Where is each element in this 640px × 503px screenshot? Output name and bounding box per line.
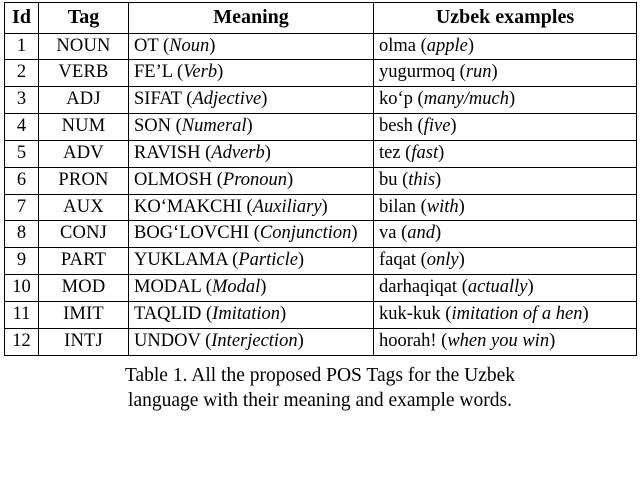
meaning-gloss: Pronoun xyxy=(222,169,287,190)
table-row xyxy=(5,328,637,355)
cell-meaning xyxy=(129,87,374,114)
example-gloss: and xyxy=(407,223,435,244)
example-text: olma ( xyxy=(379,35,427,56)
cell-meaning xyxy=(129,248,374,275)
table-row xyxy=(5,140,637,167)
table-row xyxy=(5,301,637,328)
table-row xyxy=(5,60,637,87)
cell-tag: ADV xyxy=(39,140,129,167)
cell-example xyxy=(374,33,637,60)
example-tail: ) xyxy=(467,35,475,56)
example-gloss: imitation of a hen xyxy=(451,303,583,324)
meaning-tail: ) xyxy=(264,142,271,163)
cell-id: 7 xyxy=(5,194,39,221)
meaning-tail: ) xyxy=(217,62,224,83)
meaning-gloss: Auxiliary xyxy=(252,196,322,217)
cell-meaning xyxy=(129,301,374,328)
cell-example xyxy=(374,167,637,194)
cell-id: 10 xyxy=(5,275,39,302)
cell-meaning xyxy=(129,33,374,60)
meaning-text: RAVISH ( xyxy=(134,142,212,163)
example-text: kuk-kuk ( xyxy=(379,303,452,324)
cell-tag: VERB xyxy=(39,60,129,87)
example-tail: ) xyxy=(458,250,465,271)
example-gloss: many/much xyxy=(423,89,509,110)
meaning-tail: ) xyxy=(261,89,268,110)
table-row xyxy=(5,221,637,248)
cell-tag: NUM xyxy=(39,114,129,141)
cell-example xyxy=(374,87,637,114)
table-row xyxy=(5,87,637,114)
cell-id: 3 xyxy=(5,87,39,114)
cell-id: 4 xyxy=(5,114,39,141)
example-tail: ) xyxy=(438,142,445,163)
example-tail: ) xyxy=(509,89,516,110)
meaning-text: TAQLID ( xyxy=(134,303,213,324)
example-tail: ) xyxy=(582,303,589,324)
cell-example xyxy=(374,301,637,328)
caption-line-2: language with their meaning and example words. xyxy=(128,390,512,412)
meaning-gloss: Noun xyxy=(169,35,210,56)
example-text: darhaqiqat ( xyxy=(379,277,468,298)
example-gloss: only xyxy=(426,250,459,271)
meaning-text: BOG‘LOVCHI ( xyxy=(134,223,260,244)
cell-meaning xyxy=(129,114,374,141)
caption-line-1: Table 1. All the proposed POS Tags for the Uzbek xyxy=(124,364,516,386)
table-row xyxy=(5,194,637,221)
cell-id: 5 xyxy=(5,140,39,167)
meaning-tail: ) xyxy=(351,223,358,244)
table-caption xyxy=(20,363,620,414)
meaning-gloss: Adjective xyxy=(192,89,262,110)
cell-tag: PART xyxy=(39,248,129,275)
example-tail: ) xyxy=(549,330,556,351)
table-row xyxy=(5,275,637,302)
example-text: ko‘p ( xyxy=(379,89,424,110)
cell-id: 11 xyxy=(5,301,39,328)
example-gloss: with xyxy=(426,196,459,217)
example-text: bilan ( xyxy=(379,196,427,217)
example-tail: ) xyxy=(458,196,465,217)
table-row xyxy=(5,114,637,141)
cell-tag: NOUN xyxy=(39,33,129,60)
meaning-text: KO‘MAKCHI ( xyxy=(134,196,253,217)
table-header-row xyxy=(5,3,637,34)
example-gloss: run xyxy=(465,62,492,83)
meaning-tail: ) xyxy=(209,35,216,56)
cell-example xyxy=(374,194,637,221)
cell-tag: MOD xyxy=(39,275,129,302)
cell-id: 9 xyxy=(5,248,39,275)
meaning-tail: ) xyxy=(321,196,328,217)
example-text: bu ( xyxy=(379,169,409,190)
column-header-meaning: Meaning xyxy=(129,3,374,34)
example-text: tez ( xyxy=(379,142,412,163)
meaning-tail: ) xyxy=(297,250,305,271)
meaning-tail: ) xyxy=(286,169,294,190)
example-gloss: five xyxy=(423,116,451,137)
cell-id: 8 xyxy=(5,221,39,248)
meaning-text: YUKLAMA ( xyxy=(134,250,239,271)
cell-meaning xyxy=(129,275,374,302)
example-gloss: actually xyxy=(467,277,528,298)
meaning-gloss: Particle xyxy=(238,250,298,271)
table-row xyxy=(5,167,637,194)
meaning-text: FE’L ( xyxy=(134,62,184,83)
table-header xyxy=(5,3,637,34)
cell-tag: PRON xyxy=(39,167,129,194)
cell-example xyxy=(374,248,637,275)
meaning-gloss: Interjection xyxy=(211,330,298,351)
document-page xyxy=(0,2,640,503)
example-gloss: this xyxy=(408,169,436,190)
example-gloss: apple xyxy=(426,35,468,56)
meaning-text: SON ( xyxy=(134,116,182,137)
column-header-tag: Tag xyxy=(39,3,129,34)
cell-example xyxy=(374,114,637,141)
cell-meaning xyxy=(129,328,374,355)
meaning-gloss: Numeral xyxy=(181,116,247,137)
meaning-text: SIFAT ( xyxy=(134,89,193,110)
cell-id: 2 xyxy=(5,60,39,87)
meaning-gloss: Adverb xyxy=(211,142,265,163)
example-text: besh ( xyxy=(379,116,424,137)
table-row xyxy=(5,33,637,60)
cell-id: 12 xyxy=(5,328,39,355)
meaning-text: OLMOSH ( xyxy=(134,169,223,190)
example-tail: ) xyxy=(527,277,534,298)
cell-example xyxy=(374,140,637,167)
example-text: va ( xyxy=(379,223,408,244)
cell-example xyxy=(374,275,637,302)
meaning-tail: ) xyxy=(297,330,304,351)
example-gloss: fast xyxy=(411,142,439,163)
example-gloss: when you win xyxy=(447,330,550,351)
example-text: hoorah! ( xyxy=(379,330,448,351)
meaning-text: UNDOV ( xyxy=(134,330,212,351)
meaning-text: OT ( xyxy=(134,35,170,56)
column-header-uzbek-examples: Uzbek examples xyxy=(374,3,637,34)
example-tail: ) xyxy=(435,223,442,244)
pos-tags-table xyxy=(4,2,637,356)
column-header-id: Id xyxy=(5,3,39,34)
meaning-tail: ) xyxy=(260,277,267,298)
meaning-tail: ) xyxy=(280,303,287,324)
cell-tag: ADJ xyxy=(39,87,129,114)
meaning-gloss: Verb xyxy=(183,62,218,83)
table-row xyxy=(5,248,637,275)
example-tail: ) xyxy=(435,169,442,190)
meaning-gloss: Conjunction xyxy=(259,223,352,244)
meaning-gloss: Modal xyxy=(211,277,261,298)
cell-example xyxy=(374,328,637,355)
cell-tag: INTJ xyxy=(39,328,129,355)
cell-tag: AUX xyxy=(39,194,129,221)
cell-meaning xyxy=(129,167,374,194)
example-tail: ) xyxy=(450,116,457,137)
cell-example xyxy=(374,221,637,248)
table-body xyxy=(5,33,637,355)
example-tail: ) xyxy=(491,62,498,83)
meaning-tail: ) xyxy=(246,116,253,137)
cell-meaning xyxy=(129,221,374,248)
cell-meaning xyxy=(129,60,374,87)
cell-id: 1 xyxy=(5,33,39,60)
cell-tag: IMIT xyxy=(39,301,129,328)
cell-id: 6 xyxy=(5,167,39,194)
cell-example xyxy=(374,60,637,87)
meaning-text: MODAL ( xyxy=(134,277,212,298)
cell-tag: CONJ xyxy=(39,221,129,248)
cell-meaning xyxy=(129,140,374,167)
example-text: yugurmoq ( xyxy=(379,62,466,83)
meaning-gloss: Imitation xyxy=(212,303,280,324)
example-text: faqat ( xyxy=(379,250,427,271)
cell-meaning xyxy=(129,194,374,221)
